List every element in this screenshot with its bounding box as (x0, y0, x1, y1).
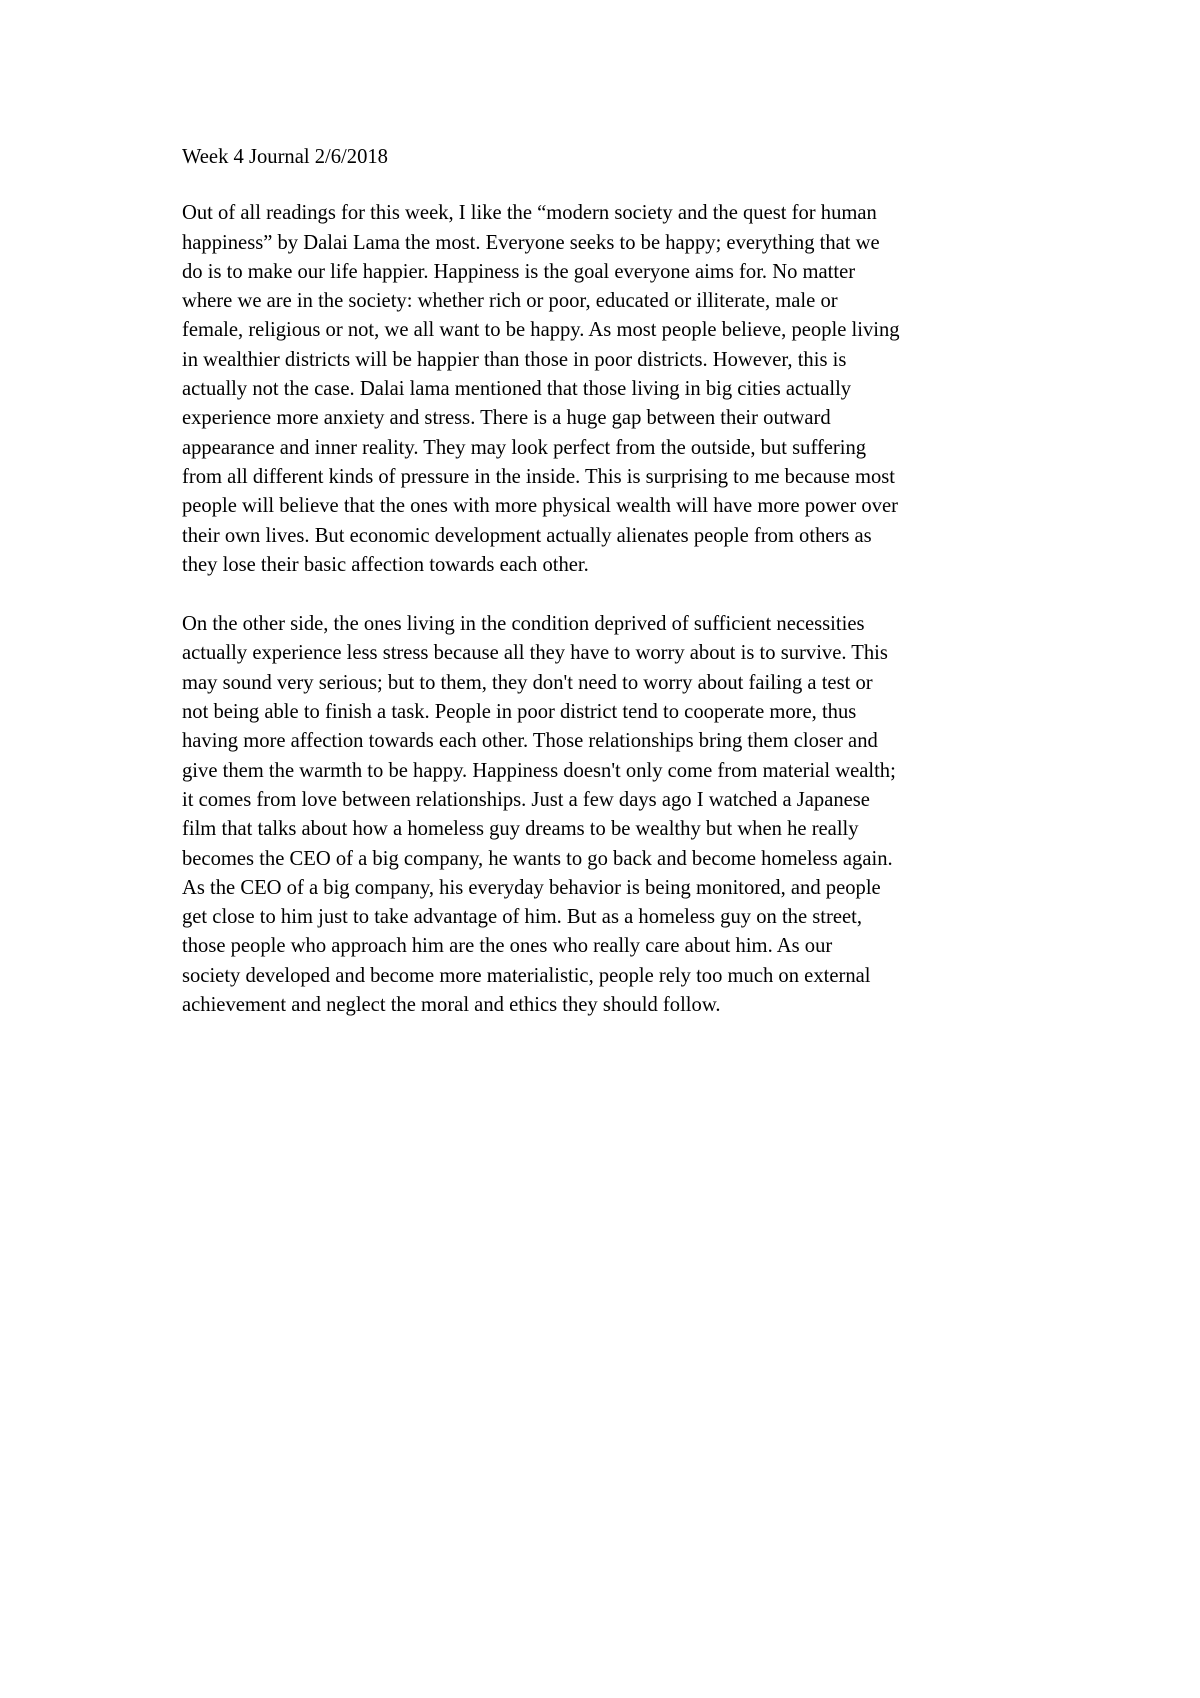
paragraph-line: may sound very serious; but to them, they don't need to worry about failing a test or (182, 671, 873, 694)
document-title: Week 4 Journal 2/6/2018 (182, 146, 388, 168)
paragraph-line: film that talks about how a homeless guy dreams to be wealthy but when he really (182, 818, 859, 841)
paragraph-line: happiness” by Dalai Lama the most. Everyone seeks to be happy; everything that we (182, 231, 880, 254)
paragraph-line: give them the warmth to be happy. Happiness doesn't only come from material wealth; (182, 759, 896, 782)
paragraph-2 (182, 610, 1018, 1020)
paragraph-line: actually not the case. Dalai lama mentioned that those living in big cities actually (182, 378, 852, 401)
paragraph-line: female, religious or not, we all want to be happy. As most people believe, people living (182, 319, 900, 342)
paragraph-line: not being able to finish a task. People in poor district tend to cooperate more, thus (182, 701, 857, 724)
paragraph-line: do is to make our life happier. Happiness is the goal everyone aims for. No matter (182, 260, 856, 283)
paragraph-line: their own lives. But economic development actually alienates people from others as (182, 524, 872, 547)
paragraph-line: it comes from love between relationships. Just a few days ago I watched a Japanese (182, 788, 870, 811)
paragraph-line: get close to him just to take advantage of him. But as a homeless guy on the street, (182, 906, 863, 929)
paragraph-line: those people who approach him are the ones who really care about him. As our (182, 935, 833, 958)
paragraph-line: having more affection towards each other. Those relationships bring them closer and (182, 730, 878, 753)
paragraph-line: people will believe that the ones with more physical wealth will have more power over (182, 495, 898, 518)
paragraph-line: Out of all readings for this week, I like the “modern society and the quest for human (182, 202, 877, 225)
paragraph-line: actually experience less stress because all they have to worry about is to survive. This (182, 642, 888, 665)
paragraph-1 (182, 199, 1018, 580)
document-body (182, 143, 1018, 1050)
paragraph-line: in wealthier districts will be happier than those in poor districts. However, this is (182, 348, 847, 371)
paragraph-line: As the CEO of a big company, his everyday behavior is being monitored, and people (182, 876, 881, 899)
paragraph-line: achievement and neglect the moral and ethics they should follow. (182, 994, 721, 1017)
paragraph-line: from all different kinds of pressure in the inside. This is surprising to me because most (182, 465, 896, 488)
paragraph-line: becomes the CEO of a big company, he wants to go back and become homeless again. (182, 847, 893, 870)
paragraph-line: society developed and become more materialistic, people rely too much on external (182, 964, 871, 987)
paragraph-line: where we are in the society: whether rich or poor, educated or illiterate, male or (182, 290, 838, 313)
paragraph-line: appearance and inner reality. They may look perfect from the outside, but suffering (182, 436, 867, 459)
paragraph-line: On the other side, the ones living in the condition deprived of sufficient necessities (182, 613, 865, 636)
paragraph-line: they lose their basic affection towards each other. (182, 553, 589, 576)
paragraph-line: experience more anxiety and stress. There is a huge gap between their outward (182, 407, 831, 430)
